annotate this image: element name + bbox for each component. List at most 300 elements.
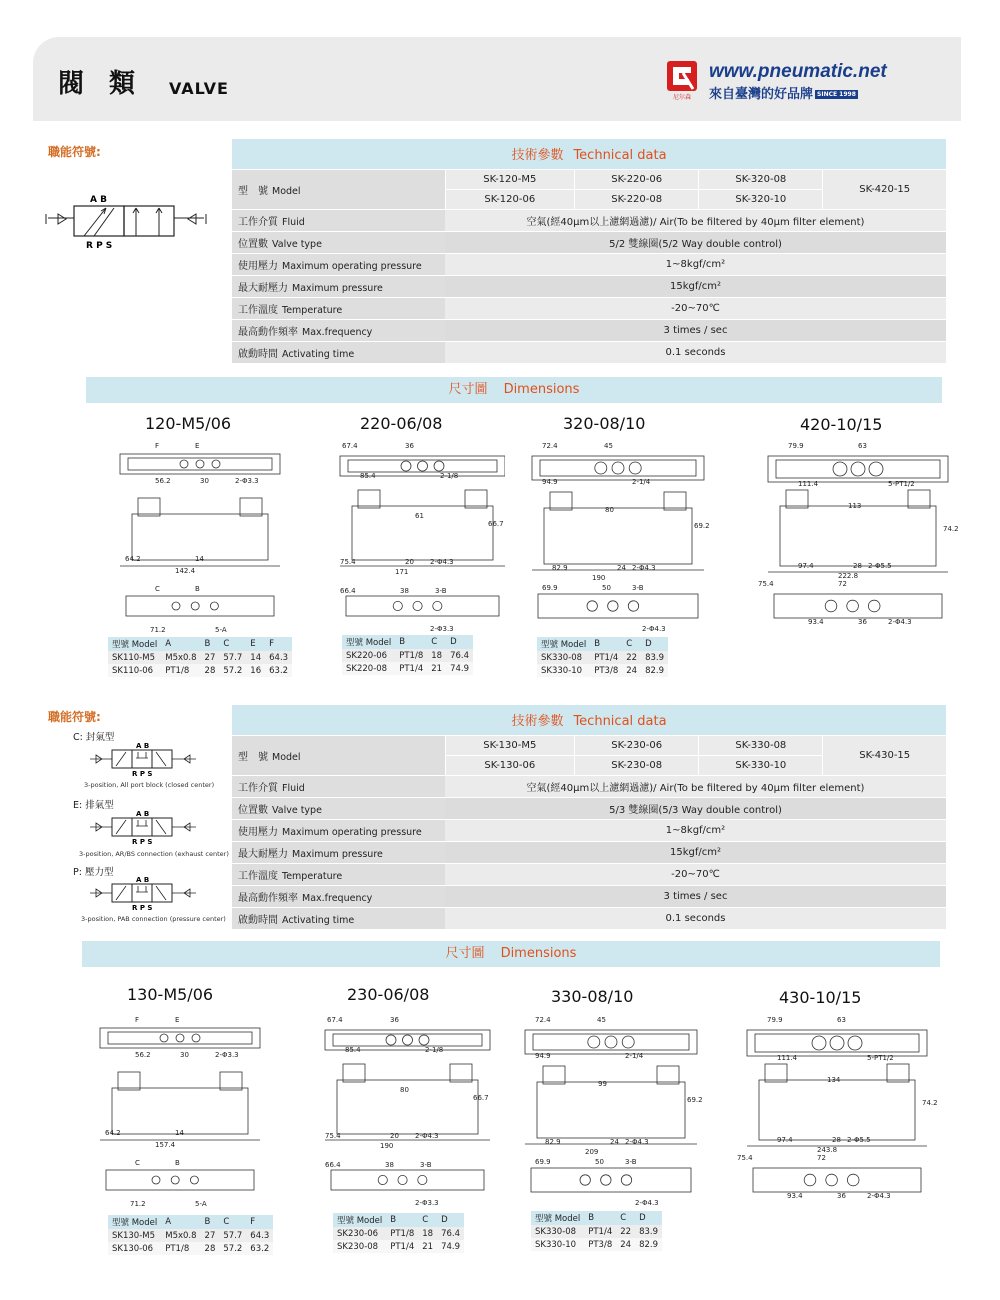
tech-table-2 <box>232 705 946 930</box>
drawing-420 <box>748 436 960 636</box>
table-row <box>342 662 473 675</box>
table-cell: 27 <box>201 651 220 664</box>
solenoid-coil-left <box>543 1066 565 1084</box>
dimension-label: F <box>135 1016 140 1024</box>
model-table-2b <box>333 1213 464 1253</box>
dimensions-bar-1: 尺寸圖 Dimensions <box>86 377 942 403</box>
brand-logo-icon <box>665 59 705 101</box>
dimension-label: E <box>195 442 200 450</box>
dimension-label: 75.4 <box>325 1132 341 1140</box>
dimension-label: 99 <box>598 1080 607 1088</box>
dimension-label: 75.4 <box>340 558 356 566</box>
table-row <box>537 664 668 677</box>
activating-time-label: 啟動時間 Activating time <box>232 341 445 363</box>
symbol-ports-top: A B <box>136 742 150 750</box>
solenoid-coil-right <box>450 1064 472 1082</box>
table-cell: 57.2 <box>219 1242 246 1255</box>
max-pressure-label-2: 最大耐壓力 Maximum pressure <box>232 841 445 863</box>
table-cell: SK330-08 <box>537 651 590 664</box>
flow-lines <box>116 752 166 766</box>
solenoid-coil-left <box>550 492 572 510</box>
dimension-label: 24 <box>610 1138 619 1146</box>
port-hole-icon <box>433 601 442 610</box>
top-view-body <box>525 1030 697 1054</box>
table-row <box>531 1225 662 1238</box>
dimension-label: 3-B <box>632 584 644 592</box>
solenoid-coil-right <box>908 490 930 508</box>
dimension-label: 45 <box>597 1016 606 1024</box>
table-cell: C <box>219 1215 246 1229</box>
dimensions-bar-2: 尺寸圖 Dimensions <box>82 941 940 967</box>
dimension-label: 171 <box>395 568 409 576</box>
solenoid-coil-left <box>786 490 808 508</box>
symbol-caption-p: 3-position, PAB connection (pressure center) <box>81 915 226 923</box>
dimension-label: 66.7 <box>488 520 504 528</box>
port-hole-icon <box>418 461 428 471</box>
dimension-label: 74.2 <box>922 1099 938 1107</box>
dimension-label: 2-Φ3.3 <box>215 1051 239 1059</box>
port-hole-icon <box>196 460 204 468</box>
dimension-label: 2-Φ5.5 <box>868 562 892 570</box>
fluid-value-2: 空氣(經40μm以上濾網過濾)/ Air(To be filtered by 40μm filter element) <box>445 775 946 797</box>
port-hole-icon <box>160 1034 168 1042</box>
table-cell: C <box>616 1211 635 1225</box>
port-hole-icon <box>629 462 641 474</box>
dimension-label: 36 <box>837 1192 846 1200</box>
table-cell: D <box>641 637 668 651</box>
dimension-label: 85.4 <box>345 1046 361 1054</box>
solenoid-icon <box>90 889 196 897</box>
model-table-2c <box>531 1211 662 1251</box>
port-hole-icon <box>621 1175 631 1185</box>
table-cell: 16 <box>246 664 265 677</box>
dimension-label: 3-B <box>420 1161 432 1169</box>
valve-symbol-closed-center <box>86 740 206 778</box>
dimension-label: 64.2 <box>125 555 141 563</box>
drawing-330 <box>505 1010 705 1210</box>
table-cell: SK220-08 <box>342 662 395 675</box>
side-view-body <box>759 1080 915 1140</box>
valve-type-label-2: 位置數 Valve type <box>232 797 445 819</box>
table-cell: 28 <box>201 664 220 677</box>
port-hole-icon <box>210 602 218 610</box>
dimension-label: 79.9 <box>767 1016 783 1024</box>
dimension-label: 2-Φ4.3 <box>635 1199 659 1207</box>
dimension-label: 2-1/8 <box>440 472 459 480</box>
port-hole-icon <box>804 1174 816 1186</box>
dimension-label: 243.8 <box>817 1146 838 1154</box>
table-cell: B <box>584 1211 616 1225</box>
port-hole-icon <box>192 1034 200 1042</box>
dimension-label: 61 <box>415 512 424 520</box>
side-view-body <box>112 1088 248 1134</box>
table-cell: 74.9 <box>446 662 473 675</box>
drawing-220 <box>320 436 505 636</box>
table-cell: PT1/4 <box>584 1225 616 1238</box>
table-cell: 76.4 <box>437 1227 464 1240</box>
activating-time-value: 0.1 seconds <box>445 341 946 363</box>
table-cell: 型號 Model <box>342 635 395 649</box>
tech-table-1 <box>232 139 946 364</box>
dimension-label: 2-Φ4.3 <box>415 1132 439 1140</box>
dimension-label: 38 <box>400 587 409 595</box>
dimension-label: 80 <box>605 506 614 514</box>
bottom-view-body <box>126 596 274 616</box>
table-cell: 83.9 <box>641 651 668 664</box>
side-view-body <box>537 1082 685 1138</box>
dimension-label: 72 <box>838 580 847 588</box>
port-hole-icon <box>398 1175 407 1184</box>
model-cell: SK-120-M5 <box>445 169 575 189</box>
symbol-ports-bottom: R P S <box>132 904 153 912</box>
dimension-label: 157.4 <box>155 1141 176 1149</box>
dimension-label: 36 <box>390 1016 399 1024</box>
valve-block <box>152 818 172 836</box>
model-cell: SK-330-10 <box>699 755 823 775</box>
port-hole-icon <box>378 1175 387 1184</box>
model-cell: SK-220-08 <box>575 189 699 209</box>
solenoid-coil-right <box>664 492 686 510</box>
table-cell: SK330-10 <box>537 664 590 677</box>
dimension-label: 2-1/8 <box>425 1046 444 1054</box>
operating-pressure-label: 使用壓力 Maximum operating pressure <box>232 253 445 275</box>
table-cell: D <box>635 1211 662 1225</box>
website-url[interactable]: www.pneumatic.net <box>709 61 887 82</box>
dimension-label: 63 <box>837 1016 846 1024</box>
port-hole-icon <box>386 1035 396 1045</box>
table-cell: 24 <box>616 1238 635 1251</box>
port-hole-icon <box>176 1034 184 1042</box>
side-view-body <box>780 506 936 566</box>
model-cell: SK-330-08 <box>699 735 823 755</box>
dimension-label: 79.9 <box>788 442 804 450</box>
dimension-label: 20 <box>405 558 414 566</box>
fluid-value: 空氣(經40μm以上濾網過濾)/ Air(To be filtered by 40μm filter element) <box>445 209 946 231</box>
table-cell: 63.2 <box>265 664 292 677</box>
solenoid-coil-right <box>220 1072 242 1090</box>
model-cell: SK-120-06 <box>445 189 575 209</box>
flow-lines <box>116 820 166 834</box>
port-hole-icon <box>434 461 444 471</box>
dimension-label: 5-PT1/2 <box>867 1054 894 1062</box>
symbol-ports-bottom: R P S <box>132 770 153 778</box>
dimension-label: 72 <box>817 1154 826 1162</box>
table-cell: 14 <box>246 651 265 664</box>
table-cell: PT3/8 <box>584 1238 616 1251</box>
valve-block <box>152 750 172 768</box>
dimension-label: 50 <box>602 584 611 592</box>
dimension-label: 63 <box>858 442 867 450</box>
valve-symbol-exhaust-center <box>86 808 206 848</box>
tech-table-title-2: 技術參數 Technical data <box>232 705 946 735</box>
solenoid-icon <box>90 823 196 831</box>
table-cell: SK130-M5 <box>108 1229 161 1242</box>
top-view-inner <box>333 1034 482 1046</box>
drawing-230 <box>305 1010 500 1210</box>
port-hole-icon <box>851 462 865 476</box>
port-hole-icon <box>847 1174 859 1186</box>
table-cell: B <box>590 637 622 651</box>
side-view-body <box>132 514 268 560</box>
table-cell: 型號 Model <box>537 637 590 651</box>
dimension-label: 14 <box>195 555 204 563</box>
drawing-320 <box>512 436 712 636</box>
dimension-label: 190 <box>592 574 606 582</box>
dimension-label: 3-B <box>435 587 447 595</box>
dimension-label: 36 <box>405 442 414 450</box>
dimension-label: 50 <box>595 1158 604 1166</box>
valve-block <box>112 818 132 836</box>
valve-block <box>132 818 152 836</box>
table-cell: 型號 Model <box>531 1211 584 1225</box>
frequency-value: 3 times / sec <box>445 319 946 341</box>
port-hole-icon <box>588 1036 600 1048</box>
dimension-label: 2-1/4 <box>625 1052 644 1060</box>
dimension-label: 66.7 <box>473 1094 489 1102</box>
page-title-zh: 閥 類 <box>58 69 144 99</box>
dimension-label: 75.4 <box>737 1154 753 1162</box>
dimension-label: 36 <box>858 618 867 626</box>
temperature-label: 工作溫度 Temperature <box>232 297 445 319</box>
table-cell: F <box>246 1215 273 1229</box>
table-cell: C <box>427 635 446 649</box>
table-cell: SK330-08 <box>531 1225 584 1238</box>
table-cell: SK330-10 <box>531 1238 584 1251</box>
dimension-label: 2-Φ3.3 <box>235 477 259 485</box>
solenoid-coil-left <box>118 1072 140 1090</box>
logo-text: 尼尔森 <box>672 94 692 101</box>
model-cell: SK-430-15 <box>823 735 946 775</box>
table-cell: 64.3 <box>246 1229 273 1242</box>
solenoid-coil-right <box>465 490 487 508</box>
symbol-ports-bottom: R P S <box>86 241 113 251</box>
bottom-view-body <box>106 1170 254 1190</box>
solenoid-coil-right <box>240 498 262 516</box>
dimension-label: 2-Φ4.3 <box>888 618 912 626</box>
dimension-label: 82.9 <box>545 1138 561 1146</box>
table-cell: D <box>437 1213 464 1227</box>
table-header-row <box>531 1211 662 1225</box>
model-cell: SK-420-15 <box>823 169 946 209</box>
port-hole-icon <box>612 462 624 474</box>
symbol-type-e: E: 排氣型 <box>73 800 114 811</box>
dimension-label: 134 <box>827 1076 841 1084</box>
symbol-caption-c: 3-position, All port block (closed center) <box>84 781 215 789</box>
port-hole-icon <box>825 600 837 612</box>
dimension-label: 2-Φ3.3 <box>415 1199 439 1207</box>
table-cell: A <box>161 1215 200 1229</box>
table-cell: 21 <box>427 662 446 675</box>
port-hole-icon <box>587 601 597 611</box>
table-cell: 57.7 <box>219 1229 246 1242</box>
dimension-label: 2-Φ4.3 <box>867 1192 891 1200</box>
port-hole-icon <box>418 1175 427 1184</box>
port-hole-icon <box>212 460 220 468</box>
model-title-230: 230-06/08 <box>347 985 430 1004</box>
model-cell: SK-320-08 <box>699 169 823 189</box>
model-title-420: 420-10/15 <box>800 415 883 434</box>
table-header-row <box>537 637 668 651</box>
dimension-label: 94.9 <box>535 1052 551 1060</box>
valve-block <box>112 884 132 902</box>
table-cell: PT3/8 <box>590 664 622 677</box>
table-header-row <box>108 1215 273 1229</box>
model-cell: SK-130-M5 <box>445 735 575 755</box>
port-hole-icon <box>605 1036 617 1048</box>
table-row <box>333 1240 464 1253</box>
solenoid-coil-left <box>343 1064 365 1082</box>
table-cell: SK130-06 <box>108 1242 161 1255</box>
dimension-label: 72.4 <box>535 1016 551 1024</box>
table-cell: 18 <box>418 1227 437 1240</box>
dimension-label: E <box>175 1016 180 1024</box>
dimension-label: 97.4 <box>798 562 814 570</box>
port-hole-icon <box>847 600 859 612</box>
port-hole-icon <box>172 602 180 610</box>
port-hole-icon <box>869 462 883 476</box>
dimension-label: 2-Φ4.3 <box>430 558 454 566</box>
table-cell: SK230-08 <box>333 1240 386 1253</box>
dimension-label: C <box>135 1159 140 1167</box>
dimension-label: 3-B <box>625 1158 637 1166</box>
table-header-row <box>342 635 473 649</box>
temperature-value-2: -20~70℃ <box>445 863 946 885</box>
solenoid-icon <box>90 755 196 763</box>
top-view-inner <box>348 460 497 472</box>
temperature-value: -20~70℃ <box>445 297 946 319</box>
dimension-label: 2-Φ4.3 <box>632 564 656 572</box>
dimension-label: 190 <box>380 1142 394 1150</box>
port-hole-icon <box>608 601 618 611</box>
page-title-en: VALVE <box>169 79 229 98</box>
model-table-1c <box>537 637 668 677</box>
dimension-label: 66.4 <box>325 1161 341 1169</box>
symbol-ports-top: A B <box>90 195 107 205</box>
dimension-label: 97.4 <box>777 1136 793 1144</box>
frequency-label-2: 最高動作頻率 Max.frequency <box>232 885 445 907</box>
port-hole-icon <box>403 1035 413 1045</box>
table-cell: PT1/8 <box>161 664 200 677</box>
table-cell: PT1/8 <box>161 1242 200 1255</box>
drawing-130 <box>80 1010 280 1210</box>
port-hole-icon <box>833 462 847 476</box>
dimension-label: B <box>175 1159 180 1167</box>
activating-time-label-2: 啟動時間 Activating time <box>232 907 445 929</box>
port-hole-icon <box>812 1036 826 1050</box>
table-cell: 型號 Model <box>108 1215 161 1229</box>
model-title-130: 130-M5/06 <box>127 985 214 1004</box>
table-cell: A <box>161 637 200 651</box>
dimension-label: 72.4 <box>542 442 558 450</box>
dimension-label: 2-Φ3.3 <box>430 625 454 633</box>
dimension-label: 30 <box>180 1051 189 1059</box>
table-cell: 64.3 <box>265 651 292 664</box>
dimension-label: C <box>155 585 160 593</box>
fluid-label-2: 工作介質 Fluid <box>232 775 445 797</box>
model-label: 型 號 Model <box>232 169 445 209</box>
dimension-label: 67.4 <box>342 442 358 450</box>
dimension-label: 71.2 <box>150 626 166 634</box>
table-row <box>531 1238 662 1251</box>
table-cell: 型號 Model <box>333 1213 386 1227</box>
table-row <box>108 664 292 677</box>
valve-block <box>132 750 152 768</box>
port-hole-icon <box>152 1176 160 1184</box>
top-view-inner <box>755 1034 919 1052</box>
model-title-220: 220-06/08 <box>360 414 443 433</box>
model-title-430: 430-10/15 <box>779 988 862 1007</box>
dimension-label: 111.4 <box>777 1054 798 1062</box>
dimension-label: 142.4 <box>175 567 196 575</box>
function-symbol-label-2: 職能符號: <box>48 710 101 724</box>
dimension-label: 82.9 <box>552 564 568 572</box>
table-row <box>108 651 292 664</box>
model-label-2: 型 號 Model <box>232 735 445 775</box>
side-view-body <box>544 508 692 564</box>
table-cell: 22 <box>616 1225 635 1238</box>
dimension-label: 93.4 <box>787 1192 803 1200</box>
table-cell: 24 <box>622 664 641 677</box>
max-pressure-label: 最大耐壓力 Maximum pressure <box>232 275 445 297</box>
model-table-1a <box>108 637 292 677</box>
top-view-body <box>120 454 280 474</box>
symbol-type-c: C: 封氣型 <box>73 732 115 743</box>
model-cell: SK-230-06 <box>575 735 699 755</box>
dimension-label: 69.2 <box>694 522 710 530</box>
table-cell: 18 <box>427 649 446 662</box>
valve-type-label: 位置數 Valve type <box>232 231 445 253</box>
dimension-label: 71.2 <box>130 1200 146 1208</box>
model-table-2a <box>108 1215 273 1255</box>
model-cell: SK-230-08 <box>575 755 699 775</box>
table-cell: SK230-06 <box>333 1227 386 1240</box>
table-cell: 82.9 <box>635 1238 662 1251</box>
dimension-label: 5-A <box>215 626 227 634</box>
dimension-label: 14 <box>175 1129 184 1137</box>
table-cell: PT1/4 <box>395 662 427 675</box>
table-cell: B <box>201 637 220 651</box>
model-cell: SK-130-06 <box>445 755 575 775</box>
frequency-value-2: 3 times / sec <box>445 885 946 907</box>
dimension-label: 56.2 <box>135 1051 151 1059</box>
max-pressure-value: 15kgf/cm² <box>445 275 946 297</box>
table-cell: M5x0.8 <box>161 651 200 664</box>
port-hole-icon <box>171 1176 179 1184</box>
table-cell: PT1/8 <box>395 649 427 662</box>
dimension-label: 2-Φ5.5 <box>847 1136 871 1144</box>
table-cell: 57.7 <box>219 651 246 664</box>
since-badge: SINCE 1998 <box>817 91 856 98</box>
port-hole-icon <box>191 602 199 610</box>
dimension-label: 75.4 <box>758 580 774 588</box>
table-cell: SK110-M5 <box>108 651 161 664</box>
dimension-label: 93.4 <box>808 618 824 626</box>
port-hole-icon <box>419 1035 429 1045</box>
port-hole-icon <box>393 601 402 610</box>
operating-pressure-label-2: 使用壓力 Maximum operating pressure <box>232 819 445 841</box>
port-hole-icon <box>826 1174 838 1186</box>
table-cell: B <box>201 1215 220 1229</box>
dimension-label: 56.2 <box>155 477 171 485</box>
table-cell: D <box>446 635 473 649</box>
operating-pressure-value: 1~8kgf/cm² <box>445 253 946 275</box>
port-hole-icon <box>190 1176 198 1184</box>
table-cell: C <box>622 637 641 651</box>
dimension-label: 28 <box>853 562 862 570</box>
dimension-label: 111.4 <box>798 480 819 488</box>
port-hole-icon <box>868 600 880 612</box>
temperature-label-2: 工作溫度 Temperature <box>232 863 445 885</box>
